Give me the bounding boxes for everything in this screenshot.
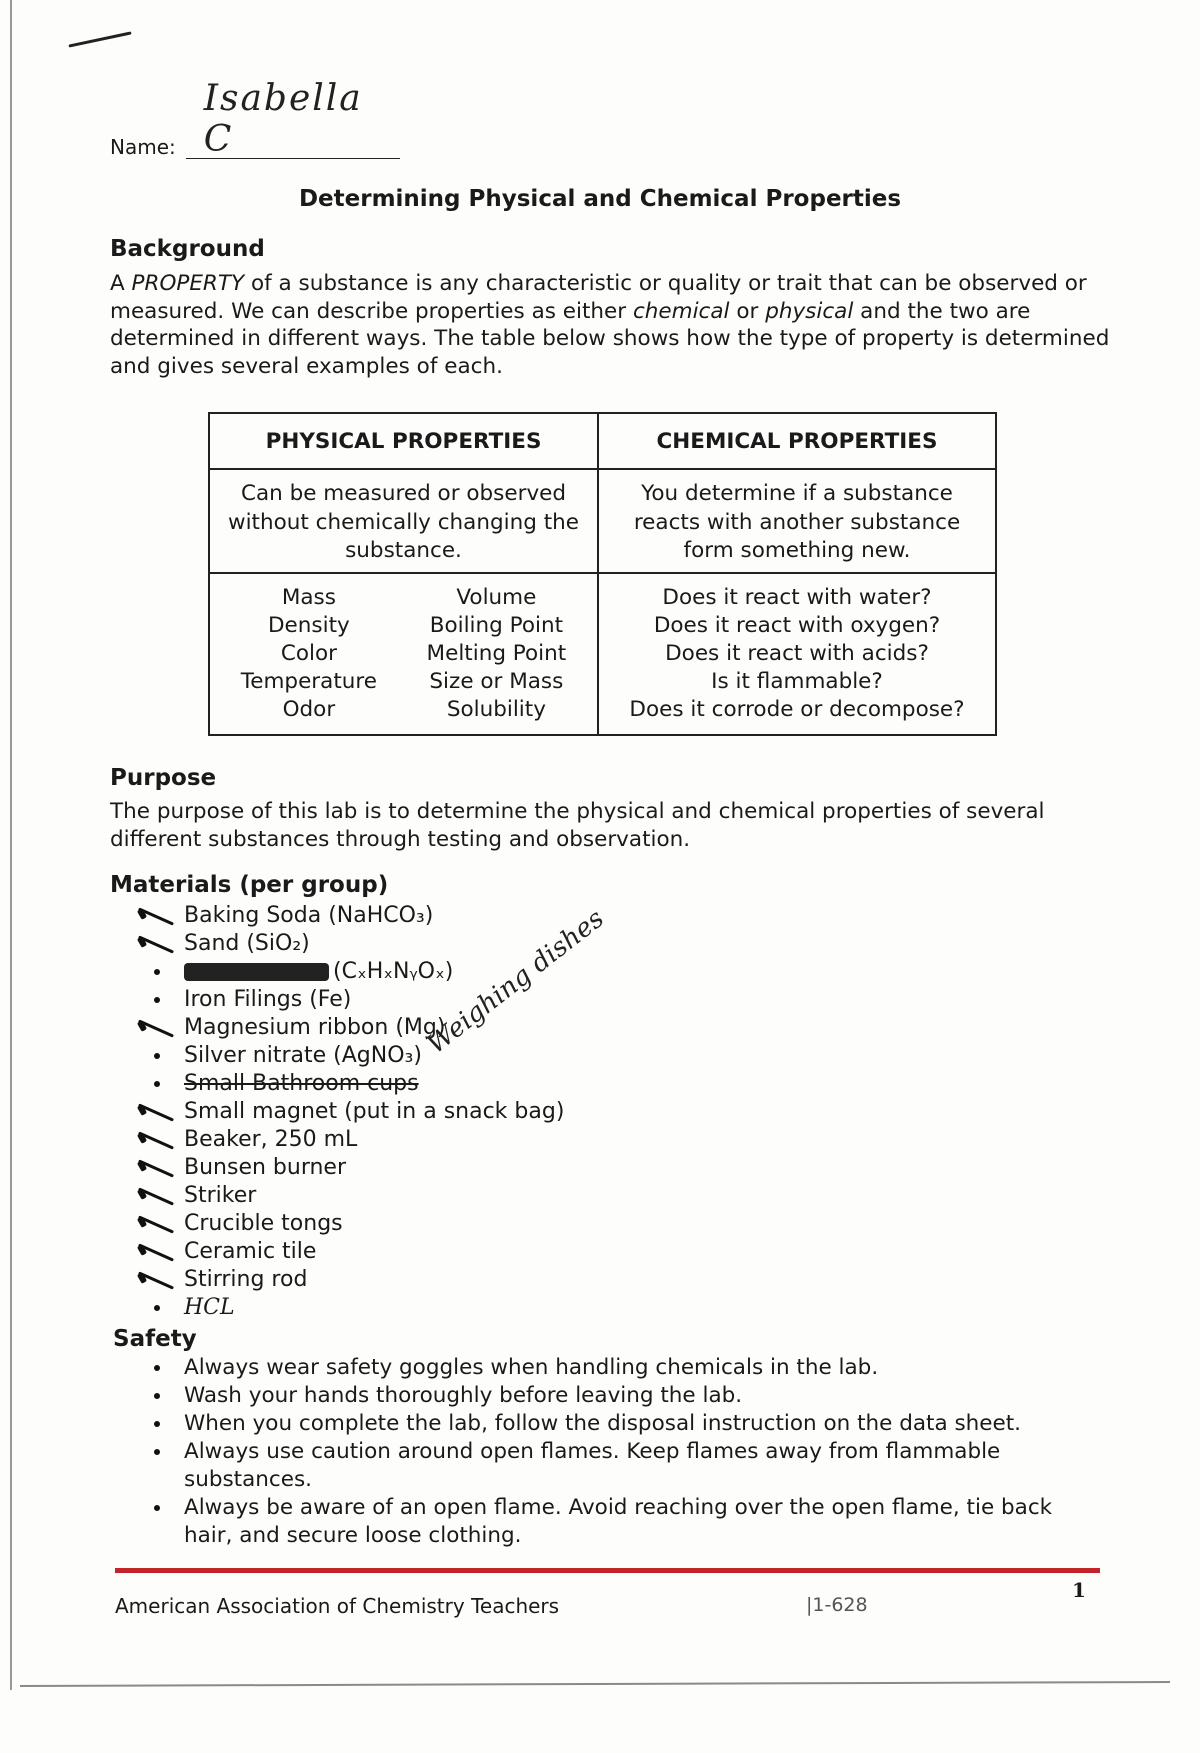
material-item (130, 1014, 564, 1042)
footer-code: |1-628 (806, 1594, 868, 1616)
safety-item (130, 1354, 1090, 1382)
physical-example: Color (280, 640, 337, 666)
safety-heading: Safety (113, 1326, 197, 1352)
material-item (130, 1266, 564, 1294)
bullet-icon (130, 958, 184, 986)
material-label: HCL (184, 1295, 235, 1320)
checkmark-icon (130, 930, 184, 958)
physical-examples-col1 (241, 584, 377, 724)
physical-example: Solubility (446, 696, 546, 722)
footer-organization: American Association of Chemistry Teachers (115, 1594, 560, 1618)
name-field (110, 78, 400, 160)
scan-edge-bottom (20, 1681, 1170, 1687)
chemical-example: Is it flammable? (711, 668, 883, 694)
material-label: (CₓHₓNᵧOₓ) (333, 959, 454, 984)
material-label: Baking Soda (NaHCO₃) (184, 903, 434, 928)
footer-rule (115, 1568, 1100, 1573)
safety-list (130, 1354, 1090, 1550)
bullet-icon (130, 1382, 184, 1410)
checkmark-icon (130, 1126, 184, 1154)
physical-examples-col2 (427, 584, 567, 724)
background-heading: Background (110, 236, 265, 262)
material-label: Iron Filings (Fe) (184, 987, 352, 1012)
name-line (186, 78, 400, 160)
chemical-description: You determine if a substance reacts with another substance form something new. (598, 469, 996, 573)
bullet-icon (130, 1042, 184, 1070)
material-label: Striker (184, 1183, 257, 1208)
bullet-icon (130, 1494, 184, 1522)
physical-examples (209, 573, 598, 735)
bullet-icon (130, 1354, 184, 1382)
page-number: 1 (1072, 1578, 1086, 1602)
material-item (130, 1126, 564, 1154)
safety-item (130, 1410, 1090, 1438)
material-item (130, 902, 564, 930)
physical-example: Odor (282, 696, 336, 722)
material-item (130, 1154, 564, 1182)
chemical-example: Does it corrode or decompose? (629, 696, 965, 722)
materials-heading: Materials (per group) (110, 872, 389, 898)
chemical-header: CHEMICAL PROPERTIES (598, 413, 996, 469)
material-item (130, 1210, 564, 1238)
checkmark-icon (130, 1210, 184, 1238)
material-label: Sand (SiO₂) (184, 931, 310, 956)
safety-text: Always be aware of an open flame. Avoid reaching over the open flame, tie back hair, and secure loose clothing. (184, 1495, 1053, 1548)
chemical-example: Does it react with oxygen? (653, 612, 941, 638)
bullet-icon (130, 1070, 184, 1098)
checkmark-icon (130, 902, 184, 930)
bullet-icon (130, 1294, 184, 1322)
safety-item (130, 1382, 1090, 1410)
material-label: Beaker, 250 mL (184, 1127, 358, 1152)
bullet-icon (130, 986, 184, 1014)
properties-table (208, 412, 997, 736)
bullet-icon (130, 1438, 184, 1466)
safety-item (130, 1494, 1090, 1550)
scan-edge-left (10, 0, 12, 1690)
pen-mark (68, 31, 131, 47)
checkmark-icon (130, 1238, 184, 1266)
scribbled-out-text (184, 963, 329, 981)
physical-example: Size or Mass (429, 668, 564, 694)
physical-example: Density (268, 612, 350, 638)
safety-text: Wash your hands thoroughly before leaving the lab. (184, 1383, 743, 1408)
material-label: Bunsen burner (184, 1155, 347, 1180)
safety-text: When you complete the lab, follow the disposal instruction on the data sheet. (184, 1411, 1021, 1436)
checkmark-icon (130, 1266, 184, 1294)
document-title: Determining Physical and Chemical Properties (298, 186, 902, 212)
material-label: Magnesium ribbon (Mg) (184, 1015, 446, 1040)
chemical-examples-list (605, 584, 989, 724)
checkmark-icon (130, 1182, 184, 1210)
safety-item (130, 1438, 1090, 1494)
name-value: Isabella C (203, 78, 363, 160)
physical-header: PHYSICAL PROPERTIES (209, 413, 598, 469)
material-label: Stirring rod (184, 1267, 308, 1292)
material-item (130, 1098, 564, 1126)
material-item (130, 1238, 564, 1266)
material-label: Small magnet (put in a snack bag) (184, 1099, 565, 1124)
background-paragraph: A PROPERTY of a substance is any characteristic or quality or trait that can be observed or measured. We can describe properties as either chemical or physical and the two are determined in different ways. The table below shows how the type of property is determined and gives several examples of each. (110, 271, 1110, 379)
material-label: Crucible tongs (184, 1211, 343, 1236)
material-item (130, 1182, 564, 1210)
material-item (130, 930, 564, 958)
material-item (130, 1042, 564, 1070)
material-item (130, 1070, 564, 1098)
material-label: Silver nitrate (AgNO₃) (184, 1043, 422, 1068)
safety-text: Always use caution around open flames. Keep flames away from flammable substances. (184, 1439, 1001, 1492)
chemical-example: Does it react with water? (662, 584, 932, 610)
material-item (130, 1294, 564, 1322)
checkmark-icon (130, 1014, 184, 1042)
physical-example: Temperature (240, 668, 377, 694)
handwritten-annotation: Weighing dishes (421, 903, 610, 1060)
chemical-examples (598, 573, 996, 735)
purpose-heading: Purpose (110, 765, 217, 791)
material-label: Small Bathroom cups (184, 1071, 419, 1096)
name-label: Name: (110, 135, 176, 159)
purpose-paragraph: The purpose of this lab is to determine the physical and chemical properties of several different substances through testing and observation. (110, 799, 1045, 852)
physical-example: Volume (456, 584, 537, 610)
physical-example: Melting Point (426, 640, 567, 666)
physical-example: Boiling Point (429, 612, 564, 638)
materials-list (130, 902, 564, 1322)
physical-example: Mass (281, 584, 336, 610)
material-label: Ceramic tile (184, 1239, 317, 1264)
checkmark-icon (130, 1154, 184, 1182)
checkmark-icon (130, 1098, 184, 1126)
physical-description: Can be measured or observed without chemically changing the substance. (209, 469, 598, 573)
chemical-example: Does it react with acids? (665, 640, 929, 666)
safety-text: Always wear safety goggles when handling chemicals in the lab. (184, 1355, 879, 1380)
bullet-icon (130, 1410, 184, 1438)
